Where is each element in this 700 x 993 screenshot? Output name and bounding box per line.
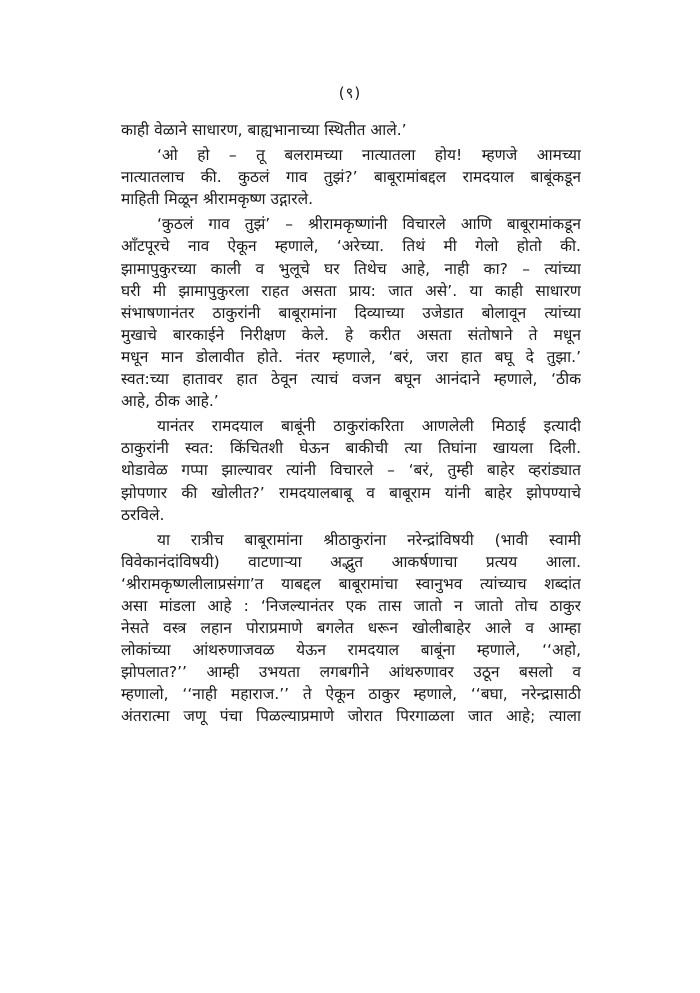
text-line: थोडावेळ गप्पा झाल्यावर त्यांनी विचारले – ‘बरं, तुम्ही बाहेर व्हरांड्यात: [121, 461, 581, 480]
text-line: काही वेळाने साधारण, बाह्यभानाच्या स्थितीत आले.’: [121, 121, 407, 139]
text-line: ‘कुठलं गाव तुझं’ – श्रीरामकृष्णांनी विचारले आणि बाबूरामांकडून: [157, 215, 581, 234]
text-line: ठरविले.: [121, 505, 165, 524]
text-line: विवेकानंदांविषयी) वाटणाऱ्या अद्भुत आकर्षणाचा प्रत्यय आला.: [121, 552, 581, 571]
text-line: झामापुकुरच्या काली व भुलूचे घर तिथेच आहे, नाही का? – त्यांच्या: [121, 259, 581, 278]
text-line: माहिती मिळून श्रीरामकृष्ण उद्गारले.: [121, 190, 314, 209]
text-line: असा मांडला आहे : ‘निजल्यानंतर एक तास जातो न जातो तोच ठाकुर: [121, 596, 581, 615]
text-line: झोपणार की खोलीत?’ रामदयालबाबू व बाबूराम यांनी बाहेर झोपण्याचे: [121, 483, 581, 502]
text-line: नेसते वस्त्र लहान पोराप्रमाणे बगलेत धरून खोलीबाहेर आले व आम्हा: [121, 619, 581, 638]
text-line: ‘ओ हो – तू बलरामच्या नात्यातला होय! म्हणजे आमच्या: [157, 146, 581, 165]
text-line: यानंतर रामदयाल बाबूंनी ठाकुरांकरिता आणलेली मिठाई इत्यादी: [157, 417, 581, 436]
text-line: मधून मान डोलावीत होते. नंतर म्हणाले, ‘बरं, जरा हात बघू दे तुझा.’: [121, 347, 581, 366]
text-line: आहे, ठीक आहे.’: [121, 392, 219, 411]
text-line: अंतरात्मा जणू पंचा पिळल्याप्रमाणे जोरात पिरगाळला जात आहे; त्याला: [121, 707, 581, 726]
text-line: लोकांच्या आंथरुणाजवळ येऊन रामदयाल बाबूंना म्हणाले, ‘‘अहो,: [121, 641, 581, 660]
body-text: [121, 119, 581, 728]
text-line: संभाषणानंतर ठाकुरांनी बाबूरामांना दिव्याच्या उजेडात बोलावून त्यांच्या: [121, 303, 581, 322]
text-line: मुखाचे बारकाईने निरीक्षण केले. हे करीत असता संतोषाने ते मधून: [121, 325, 581, 344]
text-line: घरी मी झामापुकुरला राहत असता प्राय: जात असे’. या काही साधारण: [121, 281, 581, 300]
text-line: नात्यातलाच की. कुठलं गाव तुझं?’ बाबूरामांबद्दल रामदयाल बाबूंकडून: [121, 168, 581, 187]
text-line: स्वत:च्या हातावर हात ठेवून त्याचं वजन बघून आनंदाने म्हणाले, ‘ठीक: [121, 370, 581, 389]
text-line: या रात्रीच बाबूरामांना श्रीठाकुरांना नरेन्द्रांविषयी (भावी स्वामी: [157, 530, 581, 549]
text-line: झोपलात?’’ आम्ही उभयता लगबगीने आंथरुणावर उठून बसलो व: [121, 663, 581, 682]
page-number: (९): [338, 84, 362, 102]
text-line: ठाकुरांनी स्वत: किंचितशी घेऊन बाकीची त्या तिघांना खायला दिली.: [121, 439, 581, 458]
text-line: आँटपूरचे नाव ऐकून म्हणाले, ‘अरेच्या. तिथं मी गेलो होतो की.: [121, 237, 581, 256]
text-line: म्हणालो, ‘‘नाही महाराज.’’ ते ऐकून ठाकुर म्हणाले, ‘‘बघा, नरेन्द्रासाठी: [121, 685, 581, 704]
text-line: ‘श्रीरामकृष्णलीलाप्रसंगा’त याबद्दल बाबूरामांचा स्वानुभव त्यांच्याच शब्दांत: [121, 574, 581, 593]
